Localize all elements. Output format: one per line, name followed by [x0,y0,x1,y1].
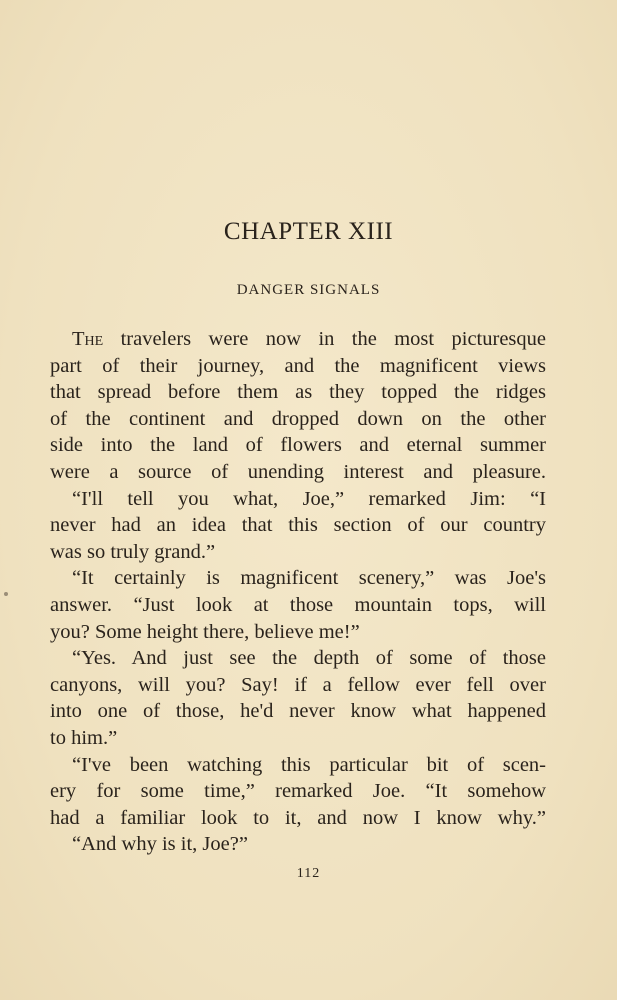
text-line-5: side into the land of flowers and eternal summer [50,434,546,457]
page-number: 112 [296,866,321,881]
text-line-4: of the continent and dropped down on the other [50,407,546,430]
text-line-6: were a source of unending interest and pleasure. [50,460,546,483]
text-line-1: The travelers were now in the most picturesque [72,328,546,350]
body-text [50,326,546,858]
text-line-10: “It certainly is magnificent scenery,” was Joe's [72,567,546,590]
text-line-19: had a familiar look to it, and now I know why.” [50,806,546,829]
text-line-18: ery for some time,” remarked Joe. “It somehow [50,780,546,803]
text-line-14: canyons, will you? Say! if a fellow ever fell over [50,673,546,696]
text-line-16: to him.” [50,726,118,749]
text-line-20: “And why is it, Joe?” [72,833,248,856]
chapter-title: CHAPTER XIII [223,218,394,245]
text-line-8: never had an idea that this section of our country [50,514,546,537]
text-line-15: into one of those, he'd never know what happened [50,700,546,723]
text-line-7: “I'll tell you what, Joe,” remarked Jim: “I [72,487,546,510]
paper-speck [4,592,8,596]
chapter-subtitle: DANGER SIGNALS [236,282,381,298]
text-line-3: that spread before them as they topped the ridges [50,381,546,404]
text-line-17: “I've been watching this particular bit of scen- [72,753,546,776]
text-line-11: answer. “Just look at those mountain tops, will [50,593,546,616]
drop-word: The [72,328,104,350]
text-line-12: you? Some height there, believe me!” [50,620,360,643]
text-line-13: “Yes. And just see the depth of some of those [72,647,546,670]
text-line-2: part of their journey, and the magnificent views [50,354,546,377]
text-line-9: was so truly grand.” [50,540,216,563]
